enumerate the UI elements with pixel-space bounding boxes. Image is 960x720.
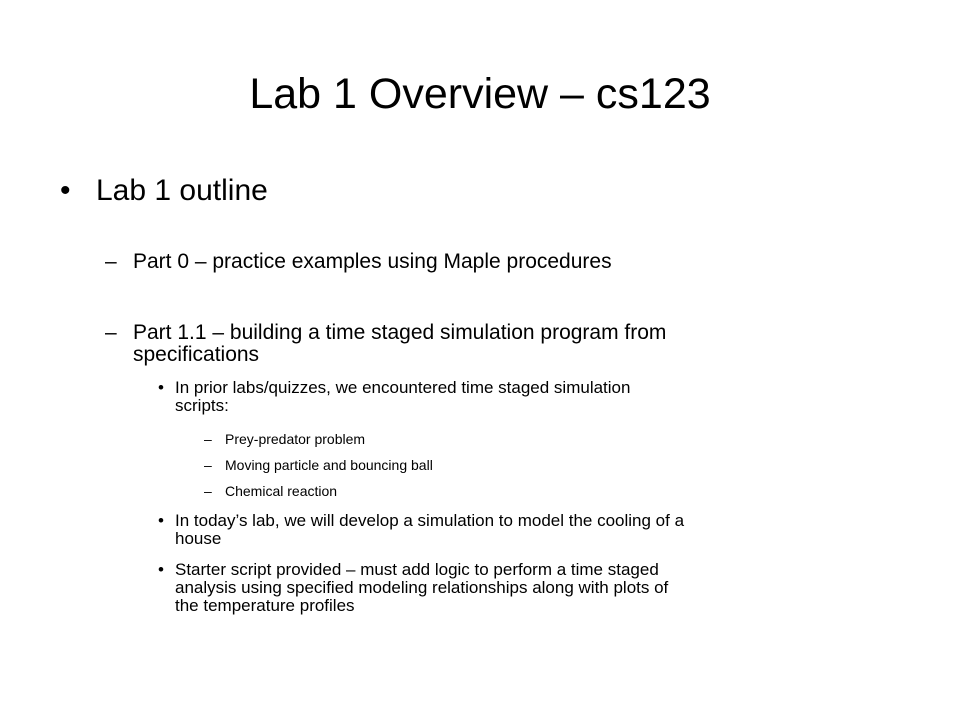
today-lab-line-2: house	[175, 529, 222, 548]
part11-line-2: specifications	[133, 343, 260, 366]
bullet-marker: •	[158, 511, 164, 530]
part11-text	[133, 322, 666, 366]
bullet-marker: •	[158, 560, 164, 579]
bullet-marker: •	[60, 174, 71, 207]
dash-marker: –	[204, 483, 212, 499]
outline-heading: Lab 1 outline	[96, 174, 268, 207]
bullet-marker: •	[158, 378, 164, 397]
today-lab-text	[175, 512, 684, 548]
starter-script-line-3: the temperature profiles	[175, 596, 355, 615]
starter-script-text	[175, 561, 668, 615]
dash-marker: –	[105, 250, 117, 273]
starter-script-line-2: analysis using specified modeling relationships along with plots of	[175, 578, 669, 597]
dash-marker: –	[105, 321, 117, 344]
part0-text: Part 0 – practice examples using Maple procedures	[133, 250, 612, 273]
example-text: Chemical reaction	[225, 483, 338, 499]
slide-title: Lab 1 Overview – cs123	[249, 70, 711, 118]
today-lab-line-1: In today’s lab, we will develop a simulation to model the cooling of a	[175, 511, 685, 530]
example-text: Moving particle and bouncing ball	[225, 457, 433, 473]
dash-marker: –	[204, 431, 212, 447]
starter-script-line-1: Starter script provided – must add logic to perform a time staged	[175, 560, 659, 579]
prior-labs-line-2: scripts:	[175, 396, 229, 415]
dash-marker: –	[204, 457, 212, 473]
example-text: Prey-predator problem	[225, 431, 366, 447]
prior-labs-line-1: In prior labs/quizzes, we encountered time staged simulation	[175, 378, 631, 397]
prior-labs-text	[175, 379, 630, 415]
part11-line-1: Part 1.1 – building a time staged simulation program from	[133, 321, 667, 344]
